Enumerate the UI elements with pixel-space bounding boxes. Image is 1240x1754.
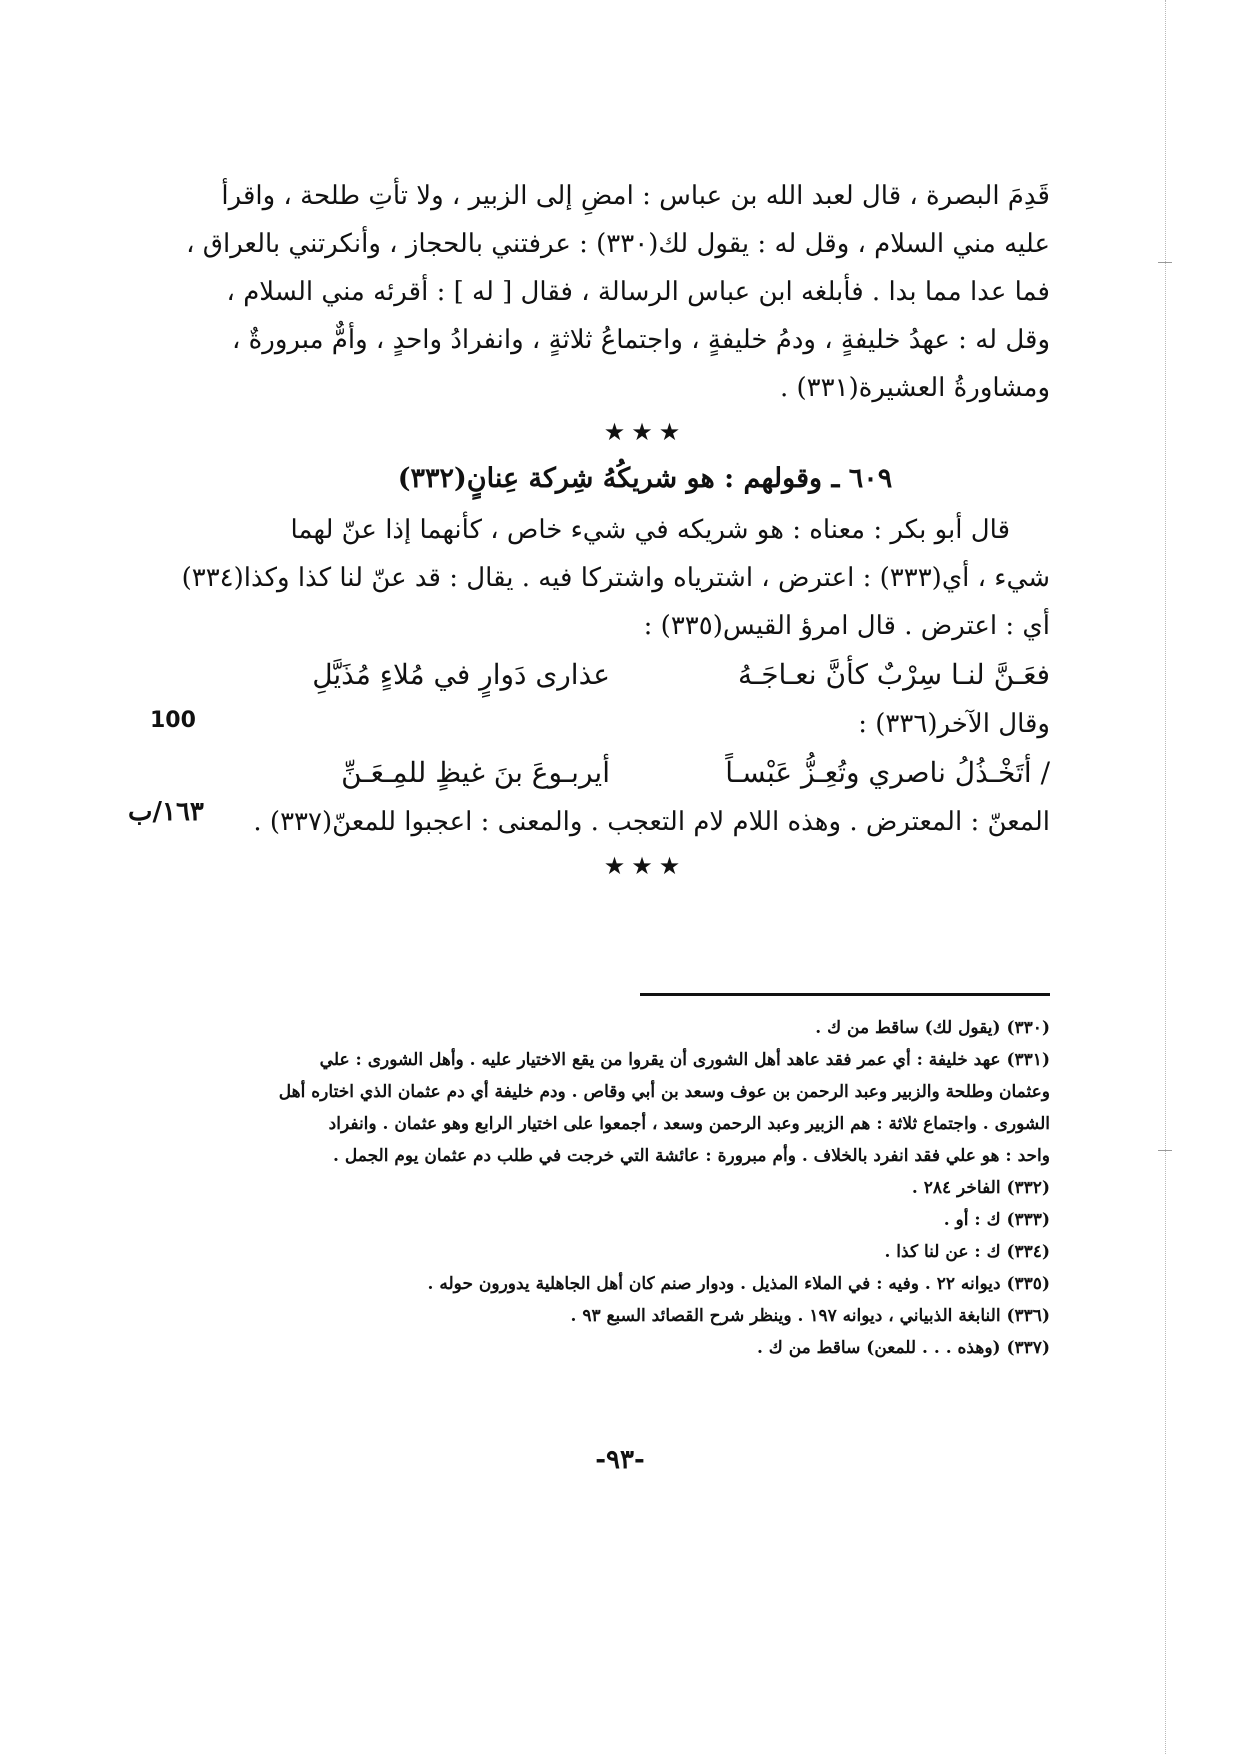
- entry-heading: ٦٠٩ ـ وقولهم : هو شريكُهُ شِركة عِنانٍ(٣٣٢): [397, 463, 893, 494]
- footnote: (٣٣٣) ك : أو .: [943, 1210, 1050, 1230]
- text-line: شيء ، أي(٣٣٣) : اعترض ، اشترياه واشتركا فيه . يقال : قد عنّ لنا كذا وكذا(٣٣٤): [181, 563, 1050, 593]
- text-line: فما عدا مما بدا . فأبلغه ابن عباس الرسالة ، فقال [ له ] : أقرئه مني السلام ،: [226, 277, 1050, 307]
- footnote: واحد : هو علي فقد انفرد بالخلاف . وأم مبرورة : عائشة التي خرجت في طلب دم عثمان يوم الجمل .: [333, 1146, 1050, 1166]
- text-line: وقال الآخر(٣٣٦) :: [858, 709, 1050, 739]
- text-line: عليه مني السلام ، وقل له : يقول لك(٣٣٠) : عرفتني بالحجاز ، وأنكرتني بالعراق ،: [186, 229, 1050, 259]
- footnote: (٣٣٠) (يقول لك) ساقط من ك .: [815, 1018, 1050, 1038]
- scan-tick: [1158, 262, 1172, 263]
- scan-edge-line: [1165, 0, 1166, 1754]
- footnote: الشورى . واجتماع ثلاثة : هم الزبير وعبد الرحمن وسعد ، أجمعوا على اختيار الرابع وهو عثمان . وانفراد: [328, 1114, 1050, 1134]
- page-number: -٩٣-: [595, 1445, 645, 1475]
- footnote: (٣٣٥) ديوانه ٢٢ . وفيه : في الملاء المذيل . ودوار صنم كان أهل الجاهلية يدورون حوله .: [427, 1274, 1050, 1294]
- footnote: (٣٣٤) ك : عن لنا كذا .: [884, 1242, 1050, 1262]
- verse-1: [240, 650, 1050, 700]
- verse-1-hemistich-1: فعَـنَّ لنـا سِرْبٌ كأنَّ نعـاجَـهُ: [738, 658, 1050, 691]
- verse-2-hemistich-2: أيربـوعَ بنَ غيظٍ للمِـعَـنِّ: [341, 756, 610, 789]
- text-line: وقل له : عهدُ خليفةٍ ، ودمُ خليفةٍ ، واجتماعُ ثلاثةٍ ، وانفرادُ واحدٍ ، وأمٌّ مبرورةٌ ،: [232, 325, 1050, 355]
- text-line: قال أبو بكر : معناه : هو شريكه في شيء خاص ، كأنهما إذا عنّ لهما: [290, 515, 1010, 545]
- verse-1-hemistich-2: عذارى دَوارٍ في مُلاءٍ مُذَيَّلِ: [312, 658, 610, 691]
- footnote: (٣٣٧) (وهذه . . . للمعن) ساقط من ك .: [756, 1338, 1050, 1358]
- verse-2-hemistich-1: / أتَخْـذُلُ ناصري وتُعِـزُّ عَبْسـاً: [725, 756, 1050, 789]
- text-line: أي : اعترض . قال امرؤ القيس(٣٣٥) :: [643, 611, 1050, 641]
- footnote: (٣٣٦) النابغة الذبياني ، ديوانه ١٩٧ . وينظر شرح القصائد السبع ٩٣ .: [570, 1306, 1050, 1326]
- section-divider: ★★★: [603, 418, 687, 446]
- footnotes: [240, 1012, 1050, 1364]
- footnote-rule: [640, 993, 1050, 996]
- margin-folio-mark: ١٦٣/ب: [128, 797, 204, 827]
- footnote: وعثمان وطلحة والزبير وعبد الرحمن بن عوف وسعد بن أبي وقاص . ودم خليفة أي دم عثمان الذي اختاره أهل: [278, 1082, 1050, 1102]
- section-divider: ★★★: [603, 852, 687, 880]
- text-line: المعنّ : المعترض . وهذه اللام لام التعجب . والمعنى : اعجبوا للمعنّ(٣٣٧) .: [253, 807, 1050, 837]
- verse-2: [240, 748, 1050, 798]
- text-line: قَدِمَ البصرة ، قال لعبد الله بن عباس : امضِ إلى الزبير ، ولا تأتِ طلحة ، واقرأ: [221, 181, 1050, 211]
- margin-page-mark: 100: [150, 708, 196, 733]
- main-text: [181, 172, 1050, 886]
- footnote: (٣٣١) عهد خليفة : أي عمر فقد عاهد أهل الشورى أن يقروا من يقع الاختيار عليه . وأهل الشورى : علي: [319, 1050, 1050, 1070]
- text-line: ومشاورةُ العشيرة(٣٣١) .: [779, 373, 1050, 403]
- scan-tick: [1158, 1150, 1172, 1151]
- footnote: (٣٣٢) الفاخر ٢٨٤ .: [911, 1178, 1050, 1198]
